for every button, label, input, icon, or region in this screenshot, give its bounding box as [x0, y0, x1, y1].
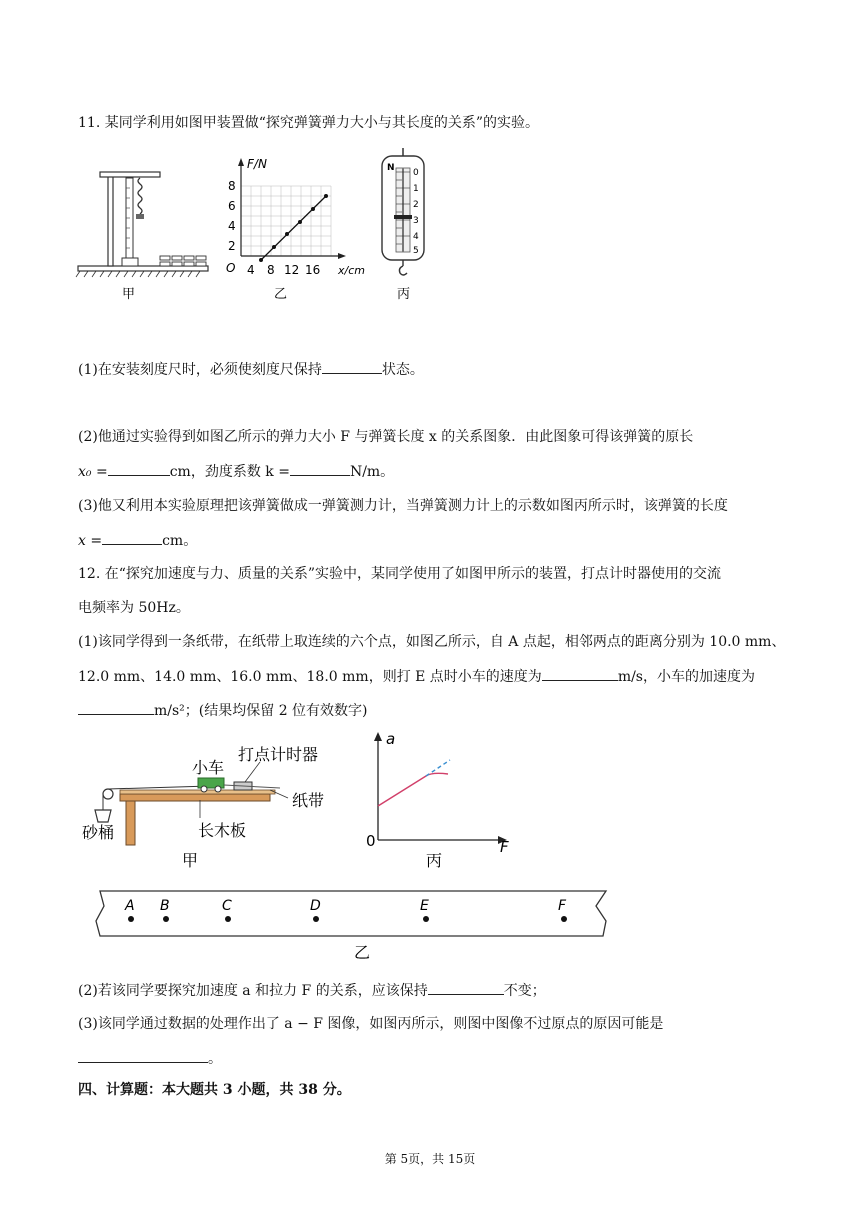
- x-symbol: x =: [78, 533, 103, 549]
- agraph-y-label: a: [386, 730, 396, 748]
- page-footer: 第 5页，共 15页: [384, 1152, 476, 1166]
- scale-unit: N: [387, 163, 395, 173]
- graph-x-label: x/cm: [338, 264, 365, 277]
- q12-part2: [78, 980, 546, 1001]
- x-tick-12: 12: [284, 263, 300, 277]
- q12-apparatus-figure: [80, 738, 350, 868]
- force-length-graph: [226, 157, 365, 302]
- q12-part1-mid: m/s，小车的加速度为: [617, 669, 755, 685]
- q12-part3-line2: [78, 1048, 222, 1069]
- label-tape: 纸带: [292, 791, 325, 810]
- q11-part3-line1: (3)他又利用本实验原理把该弹簧做成一弹簧测力计，当弹簧测力计上的示数如图丙所示时，该弹簧的长度: [78, 498, 728, 514]
- q11-part3-line2: [78, 530, 197, 551]
- fig-label-jia: 甲: [122, 287, 136, 302]
- q12-part3-suffix: 。: [208, 1051, 222, 1067]
- q11-part2-line2: [78, 461, 394, 482]
- q11-part3-suffix: cm。: [162, 533, 198, 549]
- answer-blank: [78, 1048, 208, 1063]
- label-board: 长木板: [198, 821, 247, 840]
- q11-part2-line1: (2)他通过实验得到如图乙所示的弹力大小 F 与弹簧长度 x 的关系图象．由此图象可得该弹簧的原长: [78, 429, 694, 445]
- scale-tick-5: 5: [413, 246, 419, 256]
- tape-point-B: B: [160, 898, 170, 914]
- x-tick-8: 8: [267, 263, 275, 277]
- fig-label-bing-2: 丙: [426, 851, 443, 870]
- scale-tick-4: 4: [413, 232, 419, 242]
- scale-tick-0: 0: [413, 168, 419, 178]
- answer-blank: [428, 980, 504, 995]
- y-tick-6: 6: [228, 199, 236, 213]
- label-timer: 打点计时器: [238, 745, 319, 764]
- graph-origin: O: [226, 261, 236, 275]
- fig-label-yi: 乙: [274, 287, 288, 302]
- tape-point-F: F: [558, 898, 567, 914]
- answer-blank: [290, 461, 350, 476]
- x-tick-16: 16: [305, 263, 321, 277]
- q12-paper-tape: [88, 886, 618, 966]
- agraph-x-label: F: [500, 838, 509, 856]
- y-tick-8: 8: [228, 179, 236, 193]
- q11-part2-mid: cm，劲度系数 k =: [169, 464, 290, 480]
- graph-y-label: F/N: [247, 157, 267, 171]
- fig-label-bing: 丙: [397, 287, 411, 302]
- scale-tick-1: 1: [413, 184, 419, 194]
- q12-part2-text: (2)若该同学要探究加速度 a 和拉力 F 的关系，应该保持: [78, 983, 428, 999]
- answer-blank: [542, 666, 618, 681]
- x-tick-4: 4: [247, 263, 255, 277]
- tape-point-D: D: [310, 898, 321, 914]
- q11-part1: [78, 359, 424, 380]
- q12-stem-line1: 12. 在“探究加速度与力、质量的关系”实验中，某同学使用了如图甲所示的装置，打点计时器使用的交流: [78, 566, 722, 582]
- answer-blank: [102, 530, 162, 545]
- x0-symbol: x₀ =: [78, 464, 108, 480]
- q12-a-F-graph: [360, 728, 520, 873]
- y-tick-2: 2: [228, 239, 236, 253]
- label-bucket: 砂桶: [82, 823, 115, 842]
- answer-blank: [108, 461, 170, 476]
- fig-label-yi-2: 乙: [354, 943, 371, 962]
- tape-point-A: A: [125, 898, 135, 914]
- q11-part1-text: (1)在安装刻度尺时，必须使刻度尺保持: [78, 362, 322, 378]
- iron-stand-figure: [76, 172, 208, 277]
- agraph-origin: 0: [366, 832, 376, 850]
- scale-tick-3: 3: [413, 216, 419, 226]
- y-tick-4: 4: [228, 219, 236, 233]
- q12-part1-suffix: m/s²；(结果均保留 2 位有效数字): [154, 703, 368, 719]
- q11-part2-suffix: N/m。: [349, 464, 395, 480]
- q12-stem-line2: 电频率为 50Hz。: [78, 600, 190, 616]
- answer-blank: [78, 700, 154, 715]
- fig-label-jia-2: 甲: [182, 851, 199, 868]
- q12-part1-line1: (1)该同学得到一条纸带，在纸带上取连续的六个点，如图乙所示，自 A 点起，相邻两点的距离分别为 10.0 mm、: [78, 634, 786, 650]
- q11-part1-suffix: 状态。: [381, 362, 424, 378]
- q12-part1-text: 12.0 mm、14.0 mm、16.0 mm、18.0 mm，则打 E 点时小车的速度为: [78, 669, 542, 685]
- label-car: 小车: [192, 758, 225, 777]
- q12-part1-line2: [78, 666, 755, 687]
- q12-part2-suffix: 不变；: [503, 983, 546, 999]
- section-heading: 四、计算题：本大题共 3 小题，共 38 分。: [78, 1082, 351, 1098]
- q12-part1-line3: [78, 700, 368, 721]
- q11-figures: [70, 148, 440, 308]
- spring-scale-figure: [382, 148, 424, 302]
- answer-blank: [322, 359, 382, 374]
- tape-point-C: C: [222, 898, 232, 914]
- tape-point-E: E: [420, 898, 429, 914]
- scale-tick-2: 2: [413, 200, 419, 210]
- q12-part3-line1: (3)该同学通过数据的处理作出了 a − F 图像，如图丙所示，则图中图像不过原点的原因可能是: [78, 1016, 664, 1032]
- q11-stem: 11. 某同学利用如图甲装置做“探究弹簧弹力大小与其长度的关系”的实验。: [78, 115, 540, 131]
